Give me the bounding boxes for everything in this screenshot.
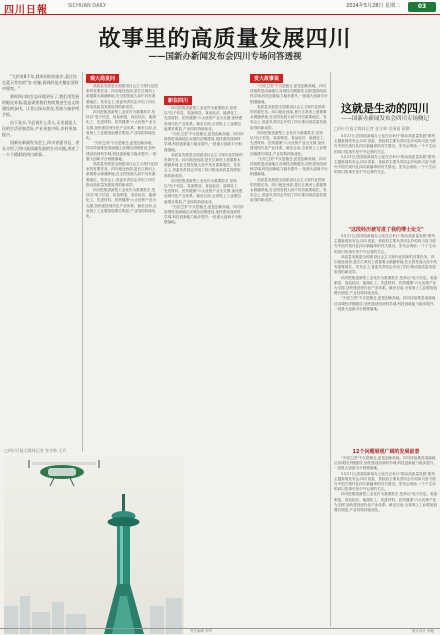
article-text: 高质量发展是全面建设社会主义现代化国家的首要任务。四川地处西部,是长江黄河上游重要水源涵养地,在全国发展大局中具有重要地位。发布会上,省委负责同志介绍了四川推动高质量发展取得的新成效。 — [164, 152, 243, 178]
article-text: 高质量发展是全面建设社会主义现代化国家的首要任务。四川地处西部,是长江黄河上游重要水源涵养地,在全国发展大局中具有重要地位。发布会上,省委负责同志介绍了四川推动高质量发展取得的新成效。 — [250, 177, 327, 203]
drone-icon — [28, 460, 100, 486]
intro-paragraph: 国新办新闻发布会上,四川省委书记、省长介绍了四川高质量发展的生动实践,讲述了一个个精彩的四川故事。 — [2, 140, 80, 157]
article-text: 高质量发展是全面建设社会主义现代化国家的首要任务。四川地处西部,是长江黄河上游重要水源涵养地,在全国发展大局中具有重要地位。发布会上,省委负责同志介绍了四川推动高质量发展取得的新成效。 — [250, 104, 327, 130]
article-text: 5月27日,国务院新闻办公室在京举行"推动高质量发展"系列主题新闻发布会,四川省委、省政府主要负责同志介绍四川奋力谱写中国式现代化四川新篇章的有关情况。发布会现场,一个个生动的四川故事引发中外记者的关注。 — [334, 134, 436, 154]
article-text: 高质量发展是全面建设社会主义现代化国家的首要任务。四川地处西部,是长江黄河上游重要水源涵养地,在全国发展大局中具有重要地位。发布会上,省委负责同志介绍了四川推动高质量发展取得的新成效。 — [86, 162, 158, 187]
article-text: 四川把推进新型工业化作为重要抓手,坚持以"电子信息、装备制造、食品轻纺、能源化工、先进材料、医药健康"六大优势产业为支撑,加快建设现代化产业体系。截至目前,全省规上工业增加值增长明显,产业结构持续优化。 — [86, 110, 157, 141]
article-text: 四川把推进新型工业化作为重要抓手,坚持以"电子信息、装备制造、食品轻纺、能源化工、先进材料、医药健康"六大优势产业为支撑,加快建设现代化产业体系。截至目前,全省规上工业增加值增长明显,产业结构持续优化。 — [86, 188, 157, 219]
article-column-3 — [250, 84, 328, 624]
article-text: "天府之国"不仅是粮仓,更是创新高地。四川持续推进成渝地区双城经济圈建设,加快建设西部科学城,科技创新能力稳步提升,一批重大创新平台相继落地。 — [250, 84, 328, 104]
tower-drone-graphic — [4, 456, 184, 634]
article-text: 四川把推进新型工业化作为重要抓手,坚持以"电子信息、装备制造、食品轻纺、能源化工、先进材料、医药健康"六大优势产业为支撑,加快建设现代化产业体系。截至目前,全省规上工业增加值增长明显,产业结构持续优化。 — [164, 106, 243, 131]
intro-paragraph: "大约有8千年,我来到你的家乡,看过你在蓝天旁站的"农·农稼,看到的是庄稼在田野中摇曳。" — [2, 74, 79, 91]
side-subsection-title: "这段经历被写进了我的博士论文" — [348, 227, 424, 233]
newspaper-logo-subtitle: SICHUAN DAILY — [68, 3, 107, 9]
section-label: 发大故事说 — [250, 74, 283, 83]
article-text: 四川把推进新型工业化作为重要抓手,坚持以"电子信息、装备制造、食品轻纺、能源化工、先进材料、医药健康"六大优势产业为支撑,加快建设现代化产业体系。截至目前,全省规上工业增加值增长明显,产业结构持续优化。 — [164, 178, 243, 204]
side-article-body — [334, 134, 438, 224]
article-text: "天府之国"不仅是粮仓,更是创新高地。四川持续推进成渝地区双城经济圈建设,加快建设西部科学城,科技创新能力稳步提升,一批重大创新平台相继落地。 — [334, 456, 436, 471]
side-article-byline: □四川日报全媒体记者 张守帅 吴薄霜 蒋聊 — [334, 126, 410, 131]
column-divider — [330, 72, 331, 627]
side-article-body — [334, 234, 438, 444]
intro-column — [2, 74, 80, 454]
article-text: "天府之国"不仅是粮仓,更是创新高地。四川持续推进成渝地区双城经济圈建设,加快建设西部科学城,科技创新能力稳步提升,一批重大创新平台相继落地。 — [334, 296, 436, 311]
headline: 故事里的高质量发展四川 — [98, 26, 352, 52]
side-article-body — [334, 456, 438, 626]
issue-date: 2024年5月28日 星期二 — [346, 3, 400, 9]
article-text: 四川把推进新型工业化作为重要抓手,坚持以"电子信息、装备制造、食品轻纺、能源化工、先进材料、医药健康"六大优势产业为支撑,加快建设现代化产业体系。截至目前,全省规上工业增加值增长明显,产业结构持续优化。 — [334, 492, 438, 513]
article-text: 高质量发展是全面建设社会主义现代化国家的首要任务。四川地处西部,是长江黄河上游重要水源涵养地,在全国发展大局中具有重要地位。发布会上,省委负责同志介绍了四川推动高质量发展取得的新成效。 — [334, 254, 437, 275]
article-text: 5月27日,国务院新闻办公室在京举行"推动高质量发展"系列主题新闻发布会,四川省委、省政府主要负责同志介绍四川奋力谱写中国式现代化四川新篇章的有关情况。发布会现场,一个个生动的四川故事引发中外记者的关注。 — [334, 154, 436, 175]
page-number: 03 — [408, 2, 436, 12]
side-article-headline: 这就是生动的四川 — [341, 102, 429, 115]
section-label: 观大局发问 — [86, 74, 119, 83]
masthead — [0, 0, 440, 15]
page-footer — [0, 628, 440, 635]
intro-paragraph: 由于是水,不必说什么美人,无非就是人民的生活更加美好,产业更加兴旺,乡村更加振兴。 — [2, 120, 77, 137]
article-text: "天府之国"不仅是粮仓,更是创新高地。四川持续推进成渝地区双城经济圈建设,加快建设西部科学城,科技创新能力稳步提升,一批重大创新平台相继落地。 — [164, 204, 244, 225]
footer-editor: 责任编辑 李华 — [190, 629, 213, 633]
column-divider — [82, 72, 83, 452]
footer-designer: 版式设计 杨健 — [411, 629, 434, 633]
intro-paragraph: 那时四川的生态环境更好了,我们用发展的眼光来看,就是需要我们持续推进生态文明建设的步伐。让青山绿水常在,发展与保护两手抓。 — [2, 94, 80, 117]
article-text: 四川把推进新型工业化作为重要抓手,坚持以"电子信息、装备制造、食品轻纺、能源化工、先进材料、医药健康"六大优势产业为支撑,加快建设现代化产业体系。截至目前,全省规上工业增加值增长明显,产业结构持续优化。 — [250, 130, 328, 156]
article-text: "天府之国"不仅是粮仓,更是创新高地。四川持续推进成渝地区双城经济圈建设,加快建设西部科学城,科技创新能力稳步提升,一批重大创新平台相继落地。 — [164, 132, 244, 152]
side-article-subheadline: ——国新办新闻发布会四川专场侧记 — [340, 116, 429, 122]
side-subsection-title: 12个问题展现广阔的发展前景 — [352, 449, 420, 455]
subheadline: ——国新办新闻发布会四川专场问答透视 — [148, 52, 302, 62]
article-text: "天府之国"不仅是粮仓,更是创新高地。四川持续推进成渝地区双城经济圈建设,加快建设西部科学城,科技创新能力稳步提升,一批重大创新平台相继落地。 — [250, 156, 328, 177]
tv-tower-icon — [104, 494, 144, 634]
tv-tower-illustration — [4, 456, 184, 634]
article-text: "天府之国"不仅是粮仓,更是创新高地。四川持续推进成渝地区双城经济圈建设,加快建设西部科学城,科技创新能力稳步提升,一批重大创新平台相继落地。 — [86, 141, 157, 161]
article-text: 5月27日,国务院新闻办公室在京举行"推动高质量发展"系列主题新闻发布会,四川省委、省政府主要负责同志介绍四川奋力谱写中国式现代化四川新篇章的有关情况。发布会现场,一个个生动的四川故事引发中外记者的关注。 — [334, 234, 436, 254]
section-label: 新在四川 — [164, 96, 192, 105]
article-text: 5月27日,国务院新闻办公室在京举行"推动高质量发展"系列主题新闻发布会,四川省委、省政府主要负责同志介绍四川奋力谱写中国式现代化四川新篇章的有关情况。发布会现场,一个个生动的四川故事引发中外记者的关注。 — [334, 471, 436, 492]
intro-byline: □四川日报全媒体记者 张守帅 王代 — [4, 448, 67, 453]
article-text: 高质量发展是全面建设社会主义现代化国家的首要任务。四川地处西部,是长江黄河上游重要水源涵养地,在全国发展大局中具有重要地位。发布会上,省委负责同志介绍了四川推动高质量发展取得的新成效。 — [86, 84, 158, 109]
newspaper-logo: 四川日報 — [4, 5, 48, 16]
article-text: 四川把推进新型工业化作为重要抓手,坚持以"电子信息、装备制造、食品轻纺、能源化工、先进材料、医药健康"六大优势产业为支撑,加快建设现代化产业体系。截至目前,全省规上工业增加值增长明显,产业结构持续优化。 — [334, 275, 438, 296]
